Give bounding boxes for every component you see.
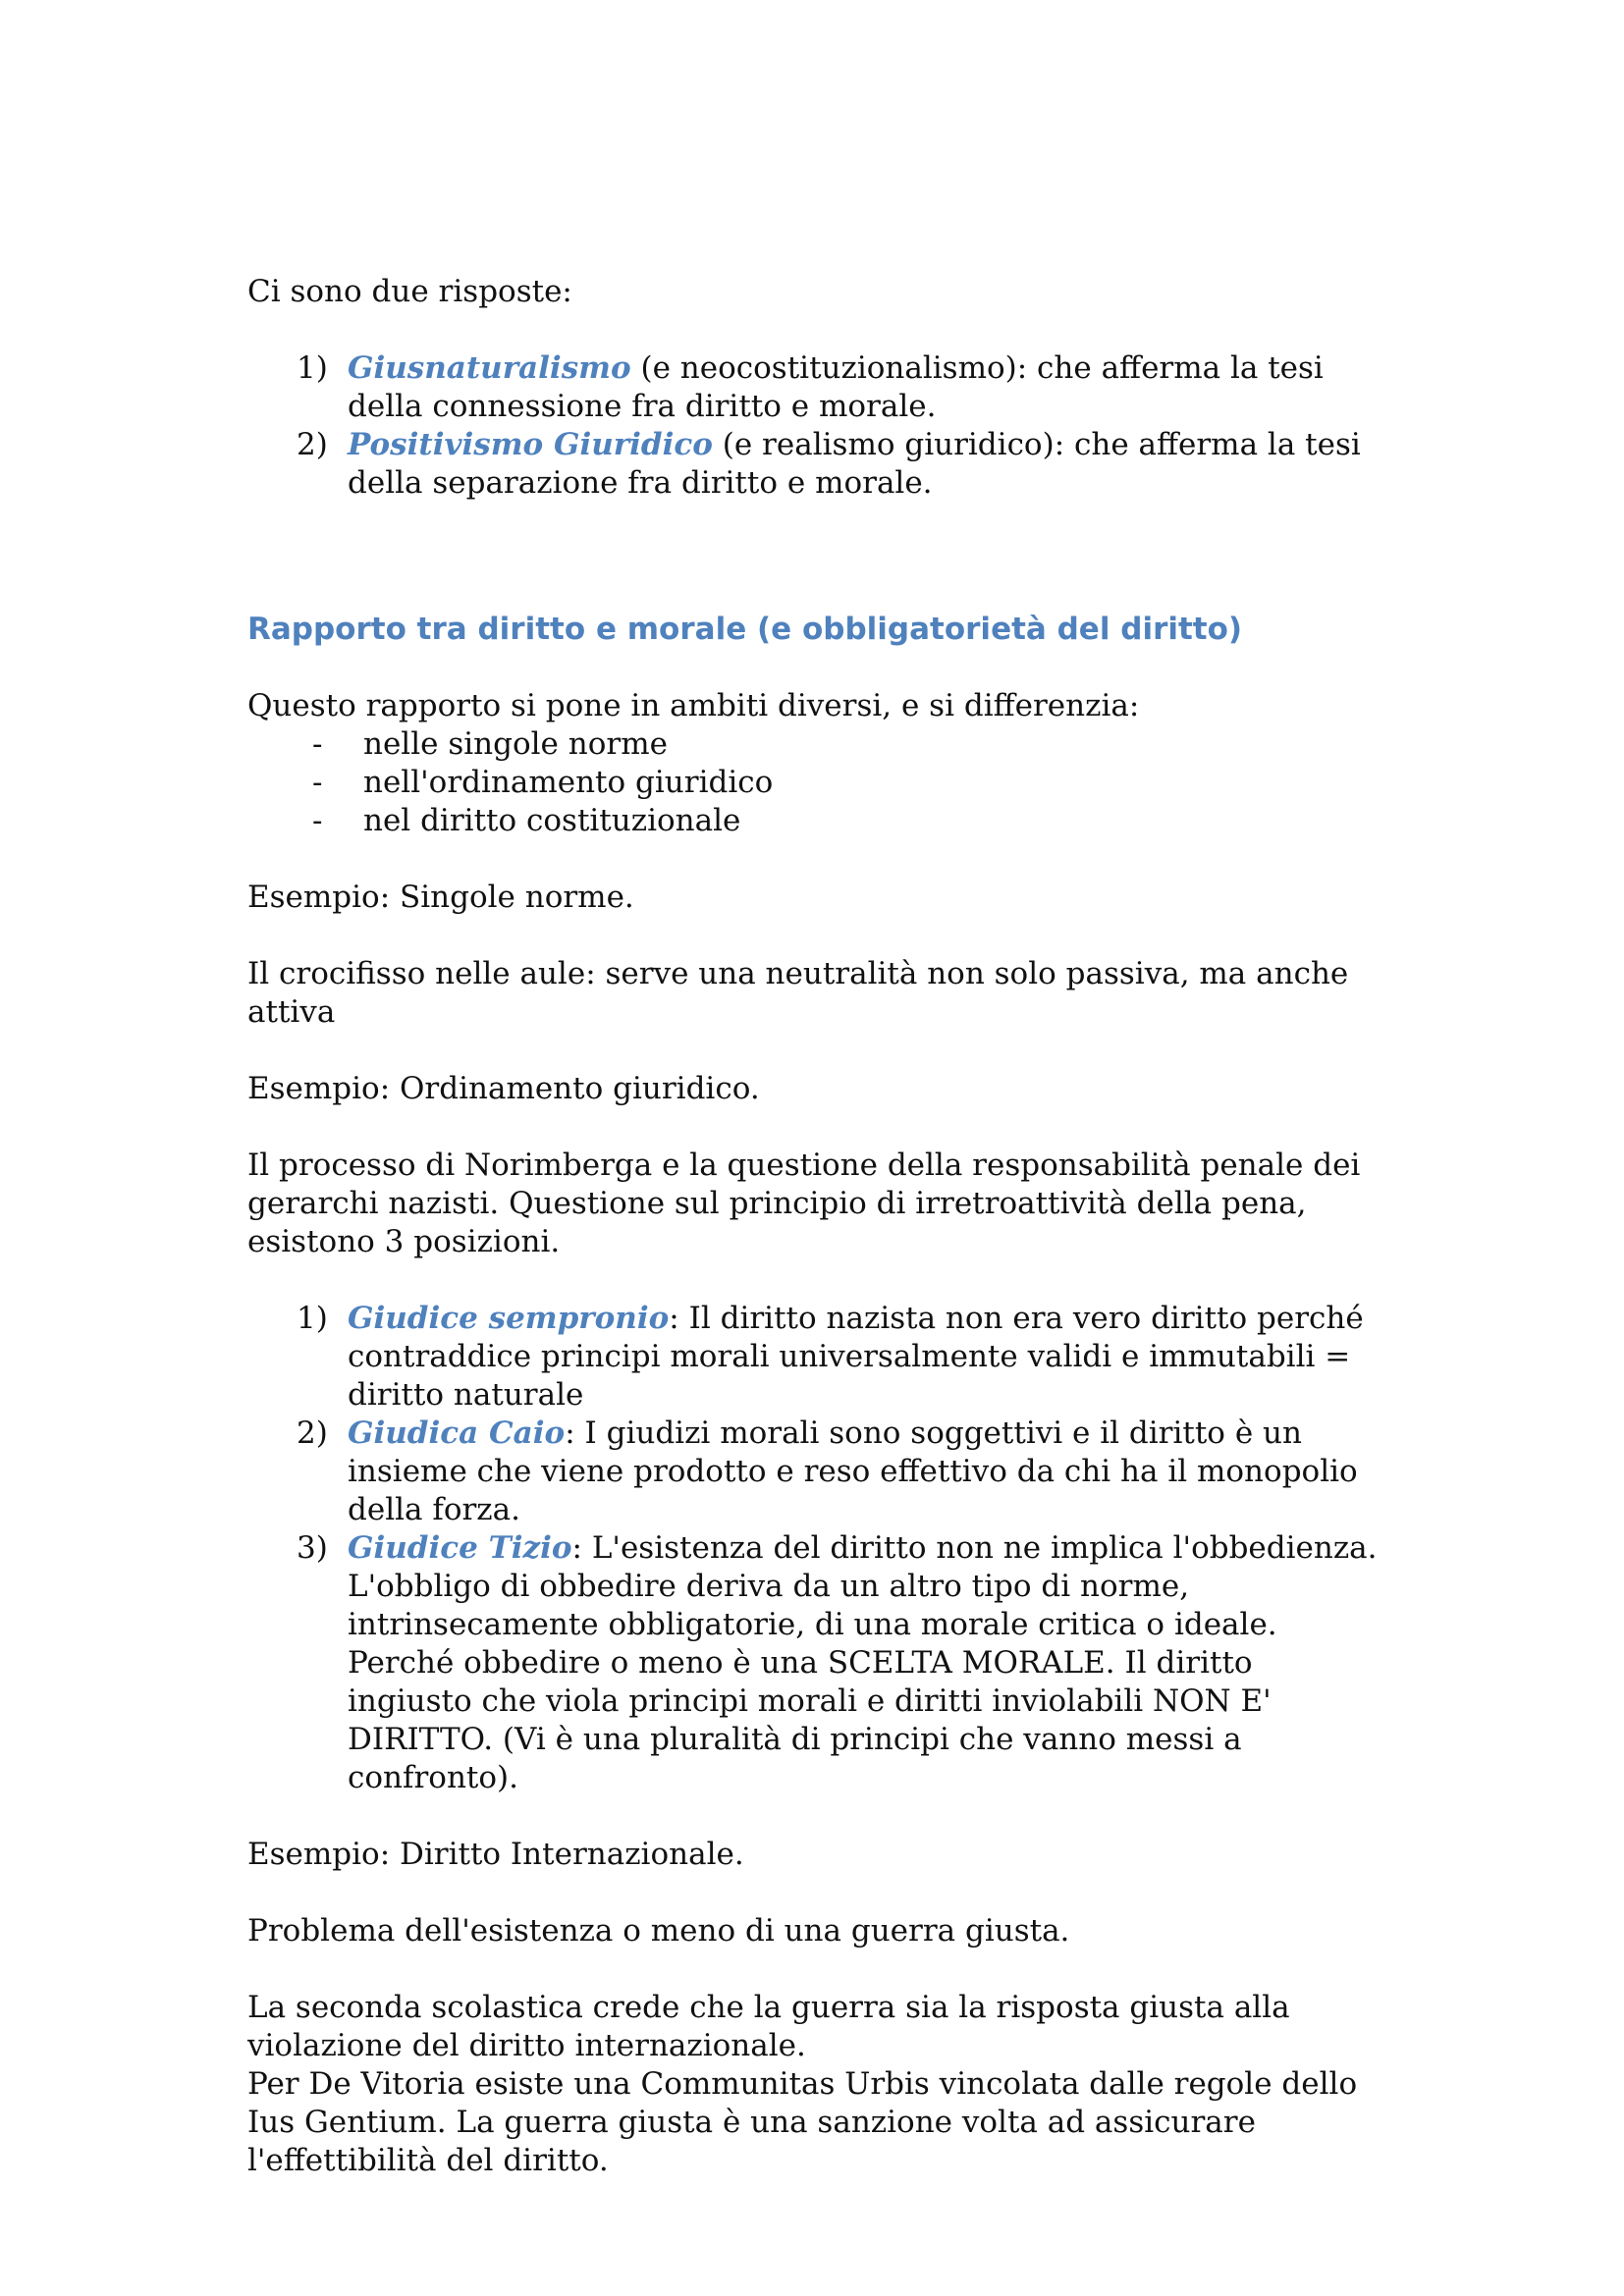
positions-list [247, 1300, 1386, 1797]
list-item [247, 802, 1386, 840]
item-text: : I giudizi morali sono soggettivi e il diritto è un insieme che viene prodotto e reso effettivo da chi ha il monopolio della forza. [348, 1415, 1358, 1527]
item-text: nel diritto costituzionale [363, 803, 741, 838]
example-text: Problema dell'esistenza o meno di una guerra giusta. [247, 1913, 1070, 1949]
example-text: Il crocifisso nelle aule: serve una neutralità non solo passiva, ma anche attiva [247, 956, 1349, 1030]
item-text: nell'ordinamento giuridico [363, 765, 774, 800]
item-text: : L'esistenza del diritto non ne implica l'obbedienza. L'obbligo di obbedire deriva da un altro tipo di norme, intrinsecamente obbligatorie, di una morale critica o ideale. Perché obbedire o meno è una SCELTA MORALE. Il diritto ingiusto che viola principi morali e diritti inviolabili NON E' DIRITTO. (Vi è una pluralità di principi che vanno messi a confronto). [348, 1530, 1378, 1795]
document-body [247, 273, 1386, 2180]
term-giusnaturalismo: Giusnaturalismo [348, 350, 631, 386]
closing-paragraph: Per De Vitoria esiste una Communitas Urbis vincolata dalle regole dello Ius Gentium. La guerra giusta è una sanzione volta ad assicurare l'effettibilità del diritto. [247, 2066, 1358, 2178]
term-giudice-sempronio: Giudice sempronio [348, 1301, 670, 1336]
item-text: nelle singole norme [363, 726, 668, 762]
list-item [247, 1300, 1386, 1415]
item-text: (e neocostituzionalismo): che afferma la tesi della connessione fra diritto e morale. [348, 350, 1324, 424]
example-text: Il processo di Norimberga e la questione della responsabilità penale dei gerarchi nazisti. Questione sul principio di irretroattività della pena, esistono 3 posizioni. [247, 1148, 1361, 1259]
item-text: : Il diritto nazista non era vero diritto perché contraddice principi morali universalmente validi e immutabili = diritto naturale [348, 1301, 1364, 1413]
closing-paragraph: La seconda scolastica crede che la guerra sia la risposta giusta alla violazione del diritto internazionale. [247, 1990, 1290, 2063]
list-item [247, 349, 1386, 426]
list-item [247, 725, 1386, 764]
list-item [247, 1529, 1386, 1797]
dash-bullet: - [312, 765, 323, 800]
dash-bullet: - [312, 726, 323, 762]
list-number: 3) [297, 1530, 328, 1566]
list-item [247, 764, 1386, 802]
list-number: 2) [297, 1415, 328, 1451]
list-item [247, 426, 1386, 503]
example-title: Esempio: Ordinamento giuridico. [247, 1071, 760, 1106]
list-number: 1) [297, 1301, 328, 1336]
term-positivismo: Positivismo Giuridico [348, 427, 713, 462]
list-number: 2) [297, 427, 328, 462]
term-giudice-tizio: Giudice Tizio [348, 1530, 572, 1566]
list-number: 1) [297, 350, 328, 386]
answers-list [247, 349, 1386, 503]
item-text: (e realismo giuridico): che afferma la tesi della separazione fra diritto e morale. [348, 427, 1361, 501]
list-item [247, 1415, 1386, 1529]
areas-intro: Questo rapporto si pone in ambiti diversi, e si differenzia: [247, 688, 1140, 723]
example-title: Esempio: Diritto Internazionale. [247, 1837, 744, 1872]
intro-paragraph: Ci sono due risposte: [247, 274, 572, 309]
dash-bullet: - [312, 803, 323, 838]
term-giudica-caio: Giudica Caio [348, 1415, 566, 1451]
areas-list [247, 725, 1386, 840]
section-heading: Rapporto tra diritto e morale (e obbligatorietà del diritto) [247, 612, 1243, 647]
example-title: Esempio: Singole norme. [247, 880, 634, 915]
